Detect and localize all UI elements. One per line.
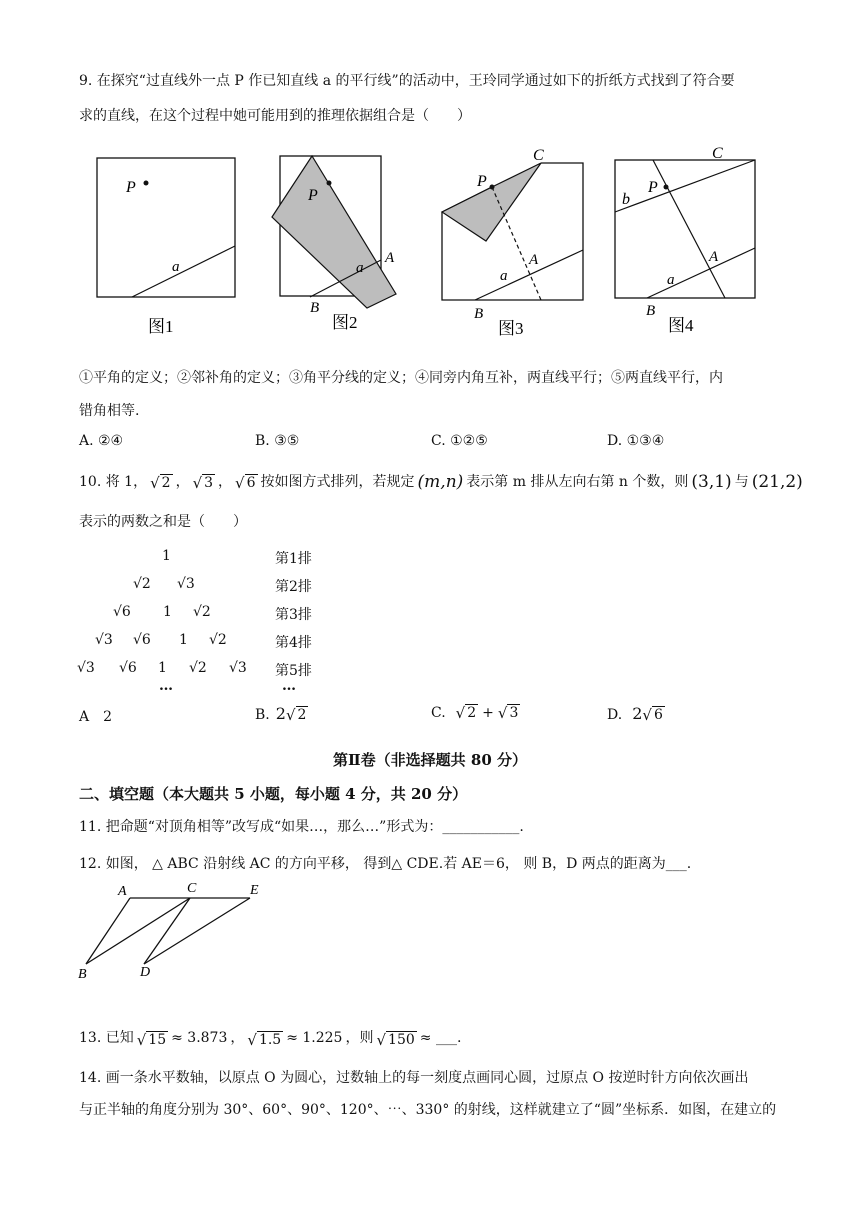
fig4-caption: 图4 <box>668 316 694 335</box>
row1-label: 第1排 <box>275 551 312 567</box>
row1-item1: 1 <box>162 548 171 564</box>
q12-label-c: C <box>187 881 197 896</box>
fig1-label-p: P <box>126 179 136 196</box>
row2-item1: √2 <box>133 576 151 592</box>
q10-with: 与 <box>734 474 749 490</box>
fig4-label-B: B <box>646 303 656 319</box>
row4-item1: √3 <box>95 632 113 648</box>
fig4-label-p: P <box>648 179 658 196</box>
row5-item4: √2 <box>189 660 207 676</box>
fig2-label-p: P <box>308 187 318 204</box>
fig3-label-a: a <box>500 268 508 284</box>
fig3-caption: 图3 <box>498 319 524 338</box>
q10-sqrt6: √ 6 <box>235 473 256 492</box>
q12-label-e: E <box>250 883 259 898</box>
fig2-label-A: A <box>385 250 395 266</box>
fig3-label-B: B <box>474 306 484 322</box>
fig3-label-A: A <box>529 252 539 268</box>
fig2-label-a: a <box>356 260 364 276</box>
fig3-label-p: P <box>477 173 487 190</box>
q9-figures <box>80 140 780 340</box>
row4-item3: 1 <box>179 632 188 648</box>
q12-text: 12. 如图， △ ABC 沿射线 AC 的方向平移， 得到△ CDE.若 AE＝6， 则 B，D 两点的距离为___. <box>79 856 692 872</box>
q9-option-a[interactable]: A. ②④ <box>79 433 124 449</box>
q10-option-d-sqrt: √ 6 <box>642 706 663 724</box>
q9-basis-line2: 错角相等. <box>79 403 140 419</box>
fig4-label-a: a <box>667 272 675 288</box>
q13-sqrt-15: √ 15 <box>136 1031 167 1049</box>
q10-sqrt2: √ 2 <box>150 473 171 492</box>
q12-label-a: A <box>118 884 127 899</box>
fig1-caption: 图1 <box>148 317 174 336</box>
q9-option-b[interactable]: B. ③⑤ <box>255 433 300 449</box>
row3-item3: √2 <box>193 604 211 620</box>
row3-label: 第3排 <box>275 607 312 623</box>
fig3-label-c: C <box>533 147 544 164</box>
q14-line2: 与正半轴的角度分别为 30°、60°、90°、120°、⋯、330° 的射线，这样就建立了“圆”坐标系．如图，在建立的 <box>79 1102 777 1118</box>
q13-sqrt-150: √ 150 <box>376 1031 415 1049</box>
row5-item2: √6 <box>119 660 137 676</box>
figure-1 <box>97 158 235 336</box>
q13-then: ，则 <box>345 1030 374 1046</box>
figure-2 <box>272 156 396 332</box>
fig4-label-c: C <box>712 145 723 162</box>
q10-option-c-sqrt-a: √ 2 <box>455 704 477 722</box>
row3-item1: √6 <box>113 604 131 620</box>
q14-line1: 14. 画一条水平数轴，以原点 O 为圆心，过数轴上的每一刻度点画同心圆，过原点 O 按逆时针方向依次画出 <box>79 1070 749 1086</box>
q10-pair2: (21,2) <box>751 472 803 492</box>
fig4-label-A: A <box>709 249 719 265</box>
q13-sqrt-1-5: √ 1.5 <box>247 1031 282 1049</box>
q13-value-2: ≈ 1.225 <box>286 1030 343 1046</box>
q10-option-b-prefix: B. <box>255 707 270 723</box>
q10-number-triangle <box>75 548 335 698</box>
q10-option-d-prefix: D. <box>607 707 623 723</box>
q10-sqrt3: √ 3 <box>192 473 214 492</box>
q10-stem-line1: 10. 将 1， √ 2 ， √ 3 ， √ 6 按如图方式排列，若规定 (m,n) 表示第 m 排从左向右第 n 个数，则 (3,1) 与 (21,2) <box>79 472 803 492</box>
figure-4 <box>615 145 755 335</box>
row3-item2: 1 <box>163 604 172 620</box>
q10-stem-part1: 10. 将 1， <box>79 474 148 490</box>
row5-item1: √3 <box>77 660 95 676</box>
q9-stem-line1: 9. 在探究“过直线外一点 P 作已知直线 a 的平行线”的活动中，王玲同学通过如下的折纸方式找到了符合要 <box>79 73 735 89</box>
q10-option-b-coef: 2 <box>275 704 286 723</box>
q11-text: 11. 把命题“对顶角相等”改写成“如果…，那么…”形式为：___________. <box>79 819 524 835</box>
q9-stem-line2: 求的直线，在这个过程中她可能用到的推理依据组合是（ ） <box>79 108 471 124</box>
q10-stem-part3: 表示第 m 排从左向右第 n 个数，则 <box>466 474 689 490</box>
q12-label-b: B <box>78 967 87 980</box>
q9-option-c[interactable]: C. ①②⑤ <box>431 433 488 449</box>
q10-option-d-coef: 2 <box>632 704 643 723</box>
row4-item2: √6 <box>133 632 151 648</box>
row5-item5: √3 <box>229 660 247 676</box>
fig2-label-B: B <box>310 300 320 316</box>
q10-mn: (m,n) <box>417 472 464 492</box>
q9-option-d[interactable]: D. ①③④ <box>607 433 665 449</box>
part-title: 二、填空题（本大题共 5 小题，每小题 4 分，共 20 分） <box>79 785 468 803</box>
q13-answer-blank: ≈ ___. <box>419 1030 462 1046</box>
q10-option-c-prefix: C. <box>431 705 446 721</box>
q10-option-c-plus: + <box>482 705 494 721</box>
q10-option-d[interactable] <box>607 704 665 723</box>
volume-title: 第Ⅱ卷（非选择题共 80 分） <box>333 751 527 769</box>
row5-item3: 1 <box>158 660 167 676</box>
row4-item4: √2 <box>209 632 227 648</box>
row5-label: 第5排 <box>275 663 312 679</box>
q10-stem-line2: 表示的两数之和是（ ） <box>79 514 247 530</box>
q13-line <box>79 1028 461 1048</box>
q10-option-c-sqrt-b: √ 3 <box>497 704 519 722</box>
q10-option-a[interactable]: A 2 <box>79 709 113 725</box>
q9-basis-line1: ①平角的定义；②邻补角的定义；③角平分线的定义；④同旁内角互补，两直线平行；⑤两直线平行，内 <box>79 370 723 386</box>
row2-label: 第2排 <box>275 579 312 595</box>
q12-figure <box>74 880 274 980</box>
row4-label: 第4排 <box>275 635 312 651</box>
row2-item2: √3 <box>177 576 195 592</box>
triangle-ellipsis-left: … <box>159 678 173 694</box>
q10-option-b[interactable] <box>255 704 308 723</box>
q10-option-c[interactable] <box>431 704 520 721</box>
q13-value-1: ≈ 3.873 <box>171 1030 228 1046</box>
q10-option-b-sqrt: √ 2 <box>285 706 307 724</box>
q12-label-d: D <box>140 965 151 980</box>
q13-prefix: 13. 已知 <box>79 1030 134 1046</box>
fig2-caption: 图2 <box>332 313 358 332</box>
figure-3 <box>442 147 583 338</box>
fig4-label-b: b <box>622 191 630 208</box>
q10-pair1: (3,1) <box>691 472 732 492</box>
q10-stem-part2: 按如图方式排列，若规定 <box>260 474 415 490</box>
q13-sep: ， <box>230 1030 245 1046</box>
fig1-label-a: a <box>172 259 180 275</box>
triangle-ellipsis-right: … <box>282 678 296 694</box>
